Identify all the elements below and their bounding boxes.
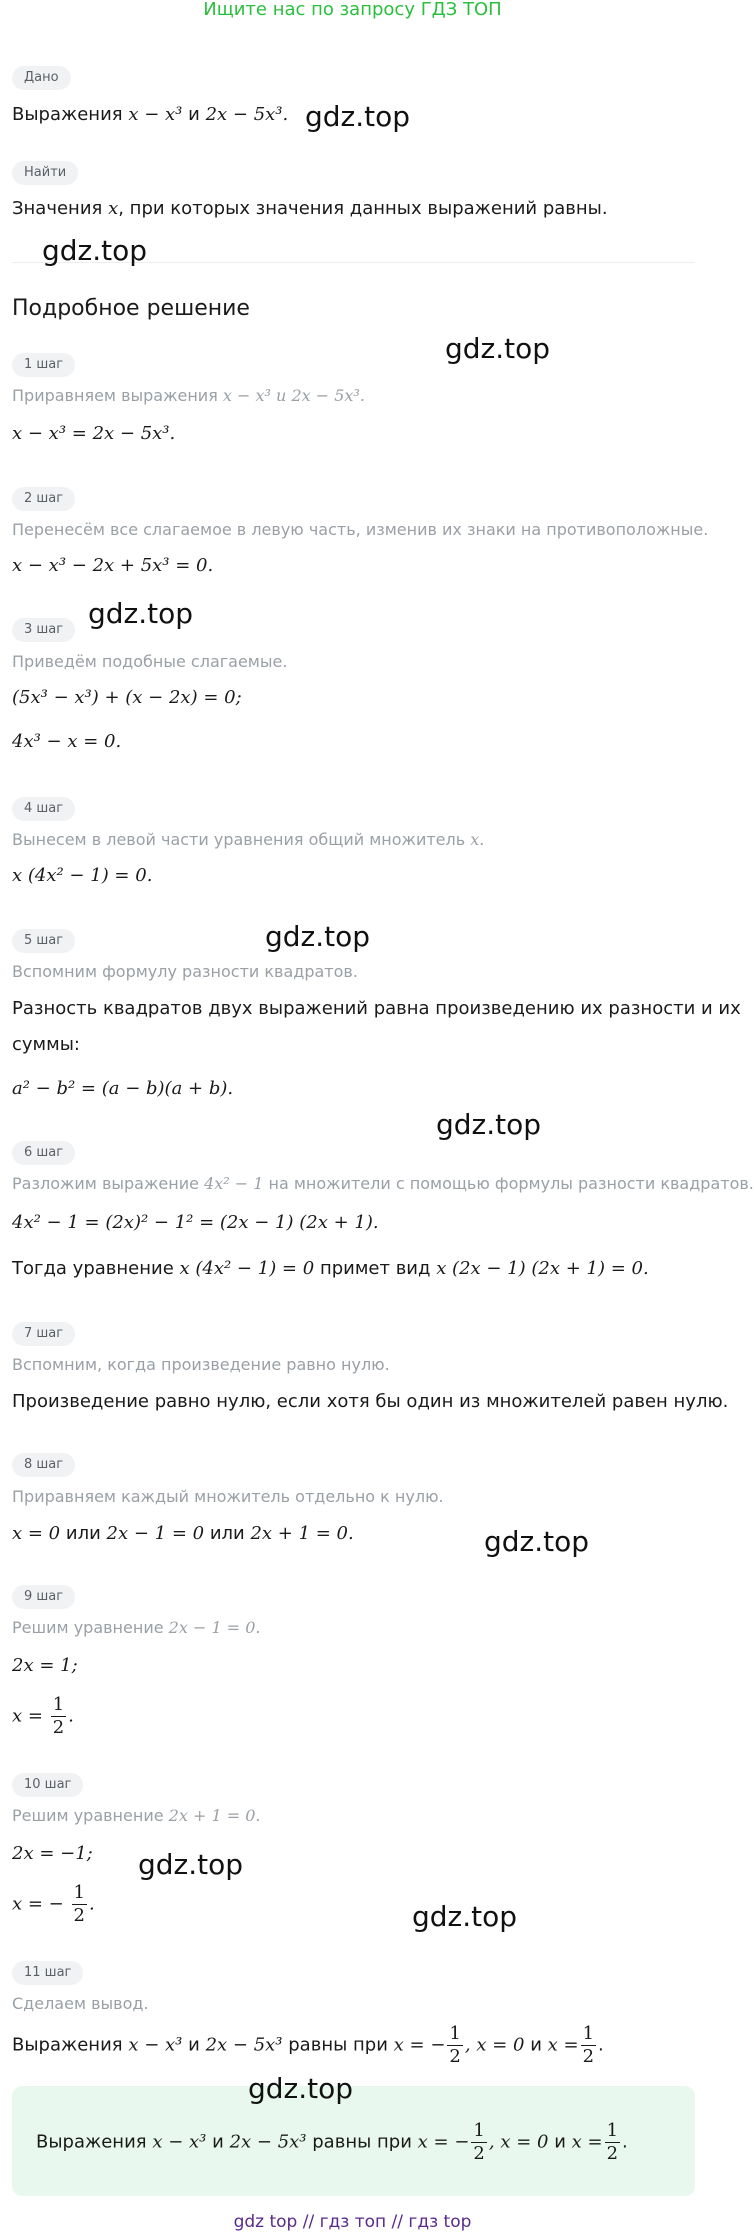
step-2-tag: 2 шаг [12, 487, 75, 511]
conclusion-end: . [598, 2034, 604, 2056]
step-8-or-2: или [209, 1523, 245, 1544]
step-10-result [12, 1882, 95, 1927]
conclusion-fraction-1 [447, 2023, 462, 2068]
step-10-numerator: 1 [73, 1882, 85, 1903]
conclusion-m2: 2x − 5x³ [205, 2034, 283, 2056]
answer-num-2: 1 [606, 2120, 619, 2141]
step-10-hint-text: Решим уравнение [12, 1806, 164, 1825]
step-9-hint [12, 1618, 260, 1637]
conclusion-p2: и [188, 2034, 200, 2056]
step-6-tag: 6 шаг [12, 1141, 75, 1165]
step-3-equation-1: (5x³ − x³) + (x − 2x) = 0; [12, 687, 242, 708]
step-5-hint: Вспомним формулу разности квадратов. [12, 962, 358, 981]
answer-p1: Выражения [36, 2131, 147, 2153]
step-9-hint-math: 2x − 1 = 0. [168, 1618, 261, 1637]
step-8-or-1: или [65, 1523, 101, 1544]
footer-links[interactable]: gdz top // гдз топ // гдз top [233, 2212, 472, 2232]
conclusion-num-2: 1 [582, 2023, 595, 2044]
watermark: gdz.top [305, 100, 411, 133]
step-2-hint: Перенесём все слагаемое в левую часть, изменив их знаки на противоположные. [12, 520, 709, 539]
conclusion-m5: x = [547, 2034, 579, 2056]
step-6-text-math2: x (2x − 1) (2x + 1) = 0. [436, 1258, 649, 1279]
step-7-text: Произведение равно нулю, если хотя бы один из множителей равен нулю. [12, 1391, 729, 1412]
step-1-tag: 1 шаг [12, 353, 75, 377]
step-11-tag: 11 шаг [12, 1961, 83, 1985]
step-5-text-1: Разность квадратов двух выражений равна произведению их разности и их [12, 998, 741, 1019]
conclusion-p3: равны при [288, 2034, 388, 2056]
answer-m2: 2x − 5x³ [229, 2131, 307, 2153]
conclusion-p1: Выражения [12, 2034, 123, 2056]
step-10-result-suffix: . [88, 1893, 95, 1915]
find-prefix: Значения [12, 198, 103, 219]
given-tag: Дано [12, 66, 71, 90]
watermark: gdz.top [265, 920, 371, 953]
step-1-hint-text: Приравняем выражения [12, 386, 218, 405]
step-3-hint: Приведём подобные слагаемые. [12, 652, 288, 671]
given-text [12, 104, 288, 125]
step-4-equation: x (4x² − 1) = 0. [12, 865, 153, 886]
find-var: x [108, 198, 119, 219]
find-suffix: , при которых значения данных выражений равны. [118, 198, 608, 219]
step-11-hint: Сделаем вывод. [12, 1994, 149, 2013]
step-10-equation: 2x = −1; [12, 1843, 93, 1864]
find-text [12, 198, 608, 219]
step-10-fraction [72, 1882, 87, 1927]
given-prefix: Выражения [12, 104, 123, 125]
step-9-fraction [51, 1694, 66, 1739]
answer-fraction-2 [605, 2120, 620, 2165]
step-9-result-prefix: x = [12, 1705, 43, 1727]
answer-p2: и [212, 2131, 224, 2153]
step-4-tag: 4 шаг [12, 797, 75, 821]
answer-den-1: 2 [473, 2143, 485, 2164]
solution-heading: Подробное решение [12, 296, 250, 321]
step-6-equation: 4x² − 1 = (2x)² − 1² = (2x − 1) (2x + 1). [12, 1212, 379, 1233]
step-7-tag: 7 шаг [12, 1322, 75, 1346]
step-2-equation: x − x³ − 2x + 5x³ = 0. [12, 555, 214, 576]
answer-m1: x − x³ [152, 2131, 207, 2153]
step-6-text-math1: x (4x² − 1) = 0 [179, 1258, 315, 1279]
watermark: gdz.top [88, 597, 194, 630]
step-10-denominator: 2 [73, 1905, 85, 1926]
step-9-result-suffix: . [68, 1705, 74, 1727]
step-8-math1: x = 0 [12, 1523, 61, 1544]
watermark: gdz.top [412, 1900, 518, 1933]
watermark: gdz.top [436, 1108, 542, 1141]
step-6-hint-math: 4x² − 1 [204, 1174, 264, 1193]
answer-box [12, 2086, 695, 2196]
conclusion-m1: x − x³ [128, 2034, 183, 2056]
step-9-numerator: 1 [52, 1694, 65, 1715]
given-expr2: 2x − 5x³. [205, 104, 289, 125]
answer-m3: x = − [417, 2131, 470, 2153]
step-10-result-prefix: x = − [12, 1893, 64, 1915]
conclusion-num-1: 1 [449, 2023, 461, 2044]
step-1-hint [12, 386, 365, 405]
answer-m5: x = [571, 2131, 603, 2153]
find-tag: Найти [12, 161, 78, 185]
step-6-text-prefix: Тогда уравнение [12, 1258, 174, 1279]
answer-p4: и [554, 2131, 566, 2153]
step-9-tag: 9 шаг [12, 1585, 75, 1609]
watermark: gdz.top [248, 2072, 354, 2105]
conclusion-m3: x = − [393, 2034, 446, 2056]
answer-fraction-1 [471, 2120, 486, 2165]
watermark: gdz.top [42, 234, 148, 267]
step-6-text [12, 1258, 649, 1279]
step-4-hint-math: x. [470, 830, 485, 849]
conclusion [12, 2023, 604, 2068]
conclusion-p4: и [530, 2034, 542, 2056]
step-9-result [12, 1694, 74, 1739]
step-6-text-mid: примет вид [319, 1258, 431, 1279]
answer-den-2: 2 [606, 2143, 619, 2164]
step-1-hint-math: x − x³ и 2x − 5x³. [222, 386, 365, 405]
conclusion-den-1: 2 [449, 2046, 461, 2067]
step-10-hint-math: 2x + 1 = 0. [168, 1806, 261, 1825]
step-5-tag: 5 шаг [12, 929, 75, 953]
step-6-hint-suffix: на множители с помощью формулы разности квадратов. [268, 1174, 754, 1193]
step-8-math3: 2x + 1 = 0. [250, 1523, 354, 1544]
answer-end: . [622, 2131, 628, 2153]
step-8-tag: 8 шаг [12, 1453, 75, 1477]
answer-m4: , x = 0 [488, 2131, 549, 2153]
step-7-hint: Вспомним, когда произведение равно нулю. [12, 1355, 390, 1374]
watermark: gdz.top [445, 332, 551, 365]
step-5-text-2: суммы: [12, 1034, 80, 1055]
step-4-hint-text: Вынесем в левой части уравнения общий множитель [12, 830, 466, 849]
step-3-tag: 3 шаг [12, 618, 75, 642]
step-9-denominator: 2 [52, 1717, 65, 1738]
answer-num-1: 1 [473, 2120, 485, 2141]
given-expr1: x − x³ [128, 104, 183, 125]
step-1-equation: x − x³ = 2x − 5x³. [12, 423, 176, 444]
answer-p3: равны при [312, 2131, 412, 2153]
step-9-hint-text: Решим уравнение [12, 1618, 164, 1637]
step-8-equations [12, 1523, 354, 1544]
step-4-hint [12, 830, 484, 849]
step-3-equation-2: 4x³ − x = 0. [12, 731, 122, 752]
step-9-equation: 2x = 1; [12, 1655, 78, 1676]
conclusion-m4: , x = 0 [464, 2034, 525, 2056]
step-8-hint: Приравняем каждый множитель отдельно к нулю. [12, 1487, 444, 1506]
step-5-formula: a² − b² = (a − b)(a + b). [12, 1078, 234, 1099]
given-and: и [188, 104, 200, 125]
step-8-math2: 2x − 1 = 0 [106, 1523, 205, 1544]
step-6-hint-text: Разложим выражение [12, 1174, 199, 1193]
step-6-hint [12, 1174, 754, 1193]
step-10-tag: 10 шаг [12, 1773, 83, 1797]
watermark: gdz.top [484, 1525, 590, 1558]
conclusion-fraction-2 [581, 2023, 596, 2068]
conclusion-den-2: 2 [582, 2046, 595, 2067]
search-banner: Ищите нас по запросу ГДЗ ТОП [203, 0, 502, 20]
answer-text [36, 2120, 628, 2165]
watermark: gdz.top [138, 1848, 244, 1881]
step-10-hint [12, 1806, 260, 1825]
